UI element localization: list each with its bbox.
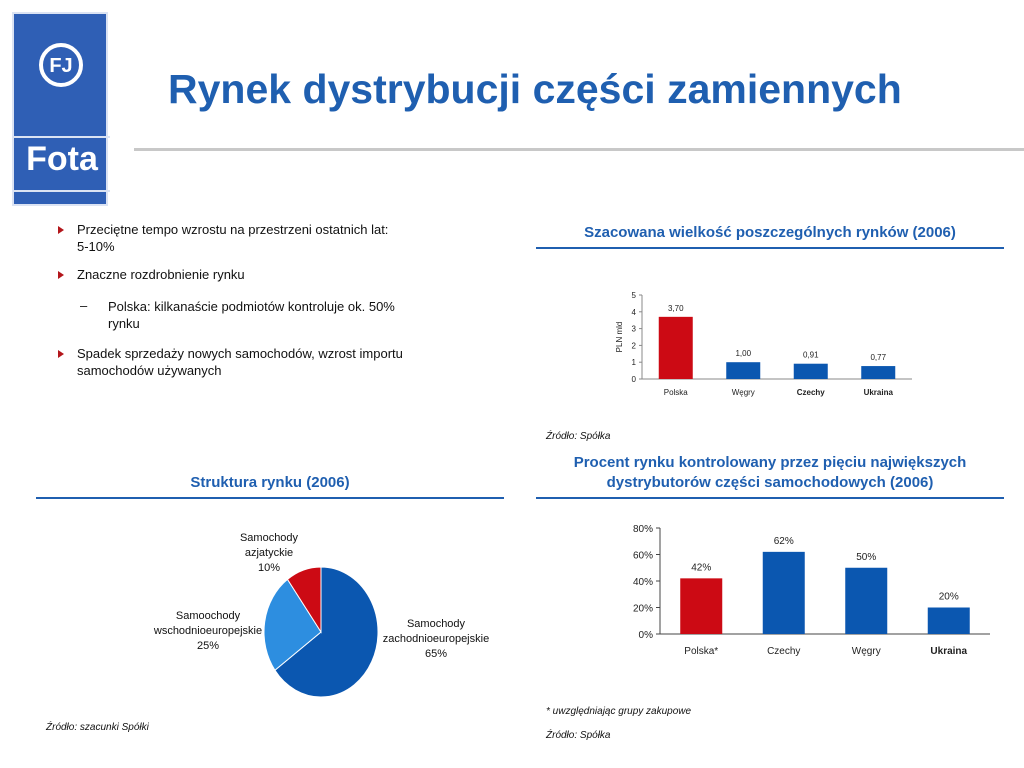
bullet-arrow-icon [58,271,64,279]
bar-value-label: 0,77 [870,353,887,363]
x-tick-label: Czechy [767,646,801,657]
pie-label-eastern-line2: wschodnioeuropejskie [153,625,263,637]
pie-label-western-value: 65% [424,648,448,660]
pie-label-asian-line1: Samochody [239,532,299,544]
bar-czechy [763,552,805,634]
y-tick-label: 40% [632,577,653,588]
x-tick-label: Węgry [851,646,881,657]
bar-ukraina [928,608,970,635]
x-tick-label: Węgry [731,388,755,397]
share-chart-title-line1: Procent rynku kontrolowany przez pięciu największych [573,454,967,471]
market-structure-pie [258,560,384,706]
market-size-chart [600,285,930,405]
pie-label-western [380,617,492,662]
market-chart-title: Szacowana wielkość poszczególnych rynków (2006) [584,224,956,241]
y-tick-label: 0 [631,375,636,384]
x-tick-label: Polska* [684,646,719,657]
logo-emblem-text: FJ [49,55,73,77]
y-tick-label: 5 [631,291,636,300]
pie-label-western-line2: zachodnioeuropejskie [382,633,490,645]
share-chart-rule [536,497,1004,499]
y-tick-label: 4 [631,307,636,317]
bar-polska [659,317,693,379]
bar-czechy [794,364,828,379]
pie-label-eastern-line1: Samoochody [175,610,241,622]
y-tick-label: 3 [631,324,636,334]
market-chart-rule [536,247,1004,249]
y-tick-label: 60% [632,550,653,562]
top-five-share-chart [610,518,1000,663]
bullet-poland: Polska: kilkanaście podmiotów kontroluje ok. 50% rynku [108,299,395,331]
share-chart-source: Źródło: Spółka [546,730,611,741]
pie-chart-title: Struktura rynku (2006) [190,474,350,491]
bar-value-label: 3,70 [667,303,684,313]
title-divider [134,148,1024,151]
bar-value-label: 50% [856,551,877,563]
x-tick-label: Polska [663,388,688,397]
y-tick-label: 0% [638,630,653,641]
y-tick-label: 80% [632,524,653,535]
bar-value-label: 0,91 [802,350,819,360]
bar-węgry [845,568,887,634]
bullet-dash: – [80,298,88,313]
pie-label-eastern-value: 25% [196,640,220,652]
fota-logo [12,12,108,206]
pie-label-western-line1: Samochody [406,618,466,630]
bar-ukraina [861,366,895,379]
bullet-growth: Przeciętne tempo wzrostu na przestrzeni ostatnich lat: 5-10% [77,222,389,254]
x-tick-label: Ukraina [863,388,893,397]
bullet-arrow-icon [58,350,64,358]
pie-chart-source: Źródło: szacunki Spółki [46,722,149,733]
bar-value-label: 42% [691,562,712,574]
logo-divider [14,136,110,138]
pie-label-asian-value: 10% [257,562,281,574]
pie-chart-rule [36,497,504,499]
bullet-arrow-icon [58,226,64,234]
share-chart-footnote: * uwzględniając grupy zakupowe [546,706,692,717]
y-tick-label: 1 [631,358,636,368]
y-tick-label: 20% [632,603,653,615]
bar-value-label: 62% [773,535,794,547]
y-tick-label: 2 [631,341,636,351]
x-tick-label: Ukraina [930,646,968,657]
x-tick-label: Czechy [796,388,825,397]
pie-label-asian-line2: azjatyckie [244,547,294,559]
logo-brand-text: Fota [26,140,98,178]
page-title: Rynek dystrybucji części zamiennych [168,66,902,112]
pie-label-eastern [150,609,266,654]
share-chart-title [536,453,1004,493]
bar-value-label: 20% [938,591,959,603]
bar-węgry [726,362,760,379]
fj-emblem-icon [38,42,84,88]
pie-label-asian [226,531,312,576]
bar-value-label: 1,00 [735,349,752,359]
bullet-fragmentation: Znaczne rozdrobnienie rynku [77,267,245,282]
logo-divider-bottom [14,190,110,192]
market-chart-source: Źródło: Spółka [546,431,611,442]
bullet-sales: Spadek sprzedaży nowych samochodów, wzrost importu samochodów używanych [77,346,403,378]
y-axis-label: PLN mld [615,321,624,353]
share-chart-title-line2: dystrybutorów części samochodowych (2006) [606,474,934,491]
bar-polska [680,578,722,634]
